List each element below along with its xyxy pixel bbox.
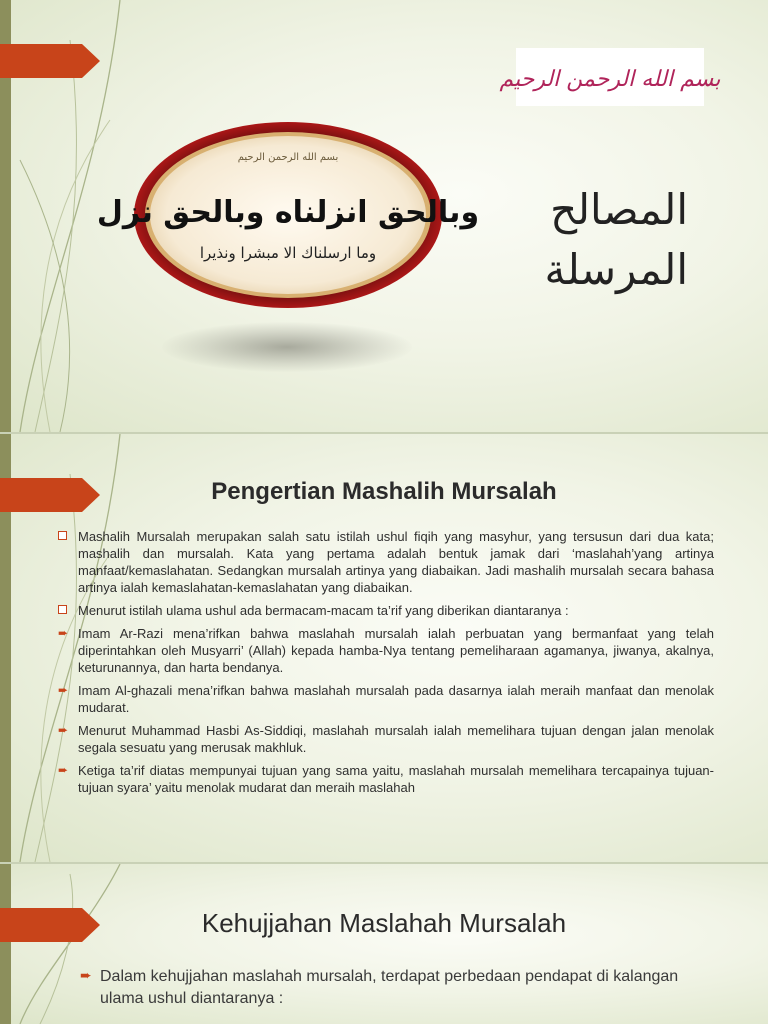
arrow-bullet-icon: ➨: [80, 967, 92, 983]
bismillah-calligraphy: [499, 48, 721, 106]
arrow-bullet-icon: ➨: [58, 763, 69, 777]
slide-1: [0, 0, 768, 432]
oval-shadow: [162, 322, 412, 372]
slide-title: Pengertian Mashalih Mursalah: [211, 478, 557, 505]
kehujjahan-list: [80, 966, 700, 1010]
list-item: ➨ Menurut Muhammad Hasbi As-Siddiqi, maslahah mursalah ialah memelihara tujuan dengan jalan menolak segala sesuatu yang merusak makhluk.: [58, 723, 714, 755]
framed-bottom-text: وما ارسلناك الا مبشرا ونذيرا: [199, 244, 377, 262]
arabic-title-line2: المرسلة: [544, 245, 688, 294]
bismillah-text: بسم الله الرحمن الرحيم: [499, 67, 721, 92]
arrow-bullet-icon: ➨: [58, 626, 69, 640]
arrow-bullet-icon: ➨: [58, 683, 69, 697]
list-item: ➨ Dalam kehujjahan maslahah mursalah, terdapat perbedaan pendapat di kalangan ulama ushul diantaranya :: [80, 967, 679, 1007]
slide-title: Kehujjahan Maslahah Mursalah: [201, 908, 567, 938]
arabic-title: [488, 180, 688, 300]
arrow-bullet-icon: ➨: [58, 723, 69, 737]
list-item: ➨ Imam Al-ghazali mena’rifkan bahwa maslahah mursalah pada dasarnya ialah meraih manfaat dan menolak mudarat.: [58, 683, 714, 715]
list-item: Menurut istilah ulama ushul ada bermacam-macam ta’rif yang diberikan diantaranya :: [58, 602, 714, 619]
framed-main-text: وبالحق انزلناه وبالحق نزل: [96, 195, 480, 230]
list-item: ➨ Ketiga ta’rif diatas mempunyai tujuan yang sama yaitu, maslahah mursalah memelihara tercapainya tujuan-tujuan syara’ yaitu menolak mudarat dan meraih maslahah: [58, 763, 714, 795]
framed-calligraphy: [96, 120, 480, 310]
arabic-title-line1: المصالح: [550, 185, 688, 234]
list-item: ➨ Imam Ar-Razi mena’rifkan bahwa maslahah mursalah ialah perbuatan yang bermanfaat yang telah diperintahkan oleh Musyarri’ (Allah) kepada hamba-Nya tentang pemeliharaan agamanya, jiwanya, akalnya, keturunannya, dan harta bendanya.: [58, 626, 714, 675]
slide-3: [0, 864, 768, 1024]
square-bullet-icon: [58, 605, 67, 614]
slide-tab-marker: [0, 44, 100, 78]
definition-list: [58, 528, 714, 802]
square-bullet-icon: [58, 531, 67, 540]
slide-2: [0, 434, 768, 862]
framed-top-text: بسم الله الرحمن الرحيم: [237, 152, 339, 163]
list-item: Mashalih Mursalah merupakan salah satu istilah ushul fiqih yang masyhur, yang tersusun dari dua kata; mashalih dan mursalah. Kata yang pertama adalah bentuk jamak dari ‘maslahah’yang artinya manfaat/kemaslahatan. Sedangkan mursalah artinya yang diabaikan. Jadi mashalih mursalah secara bahasa artinya ialah kemaslahatan-kemaslahatan yang diabaikan.: [58, 528, 714, 596]
